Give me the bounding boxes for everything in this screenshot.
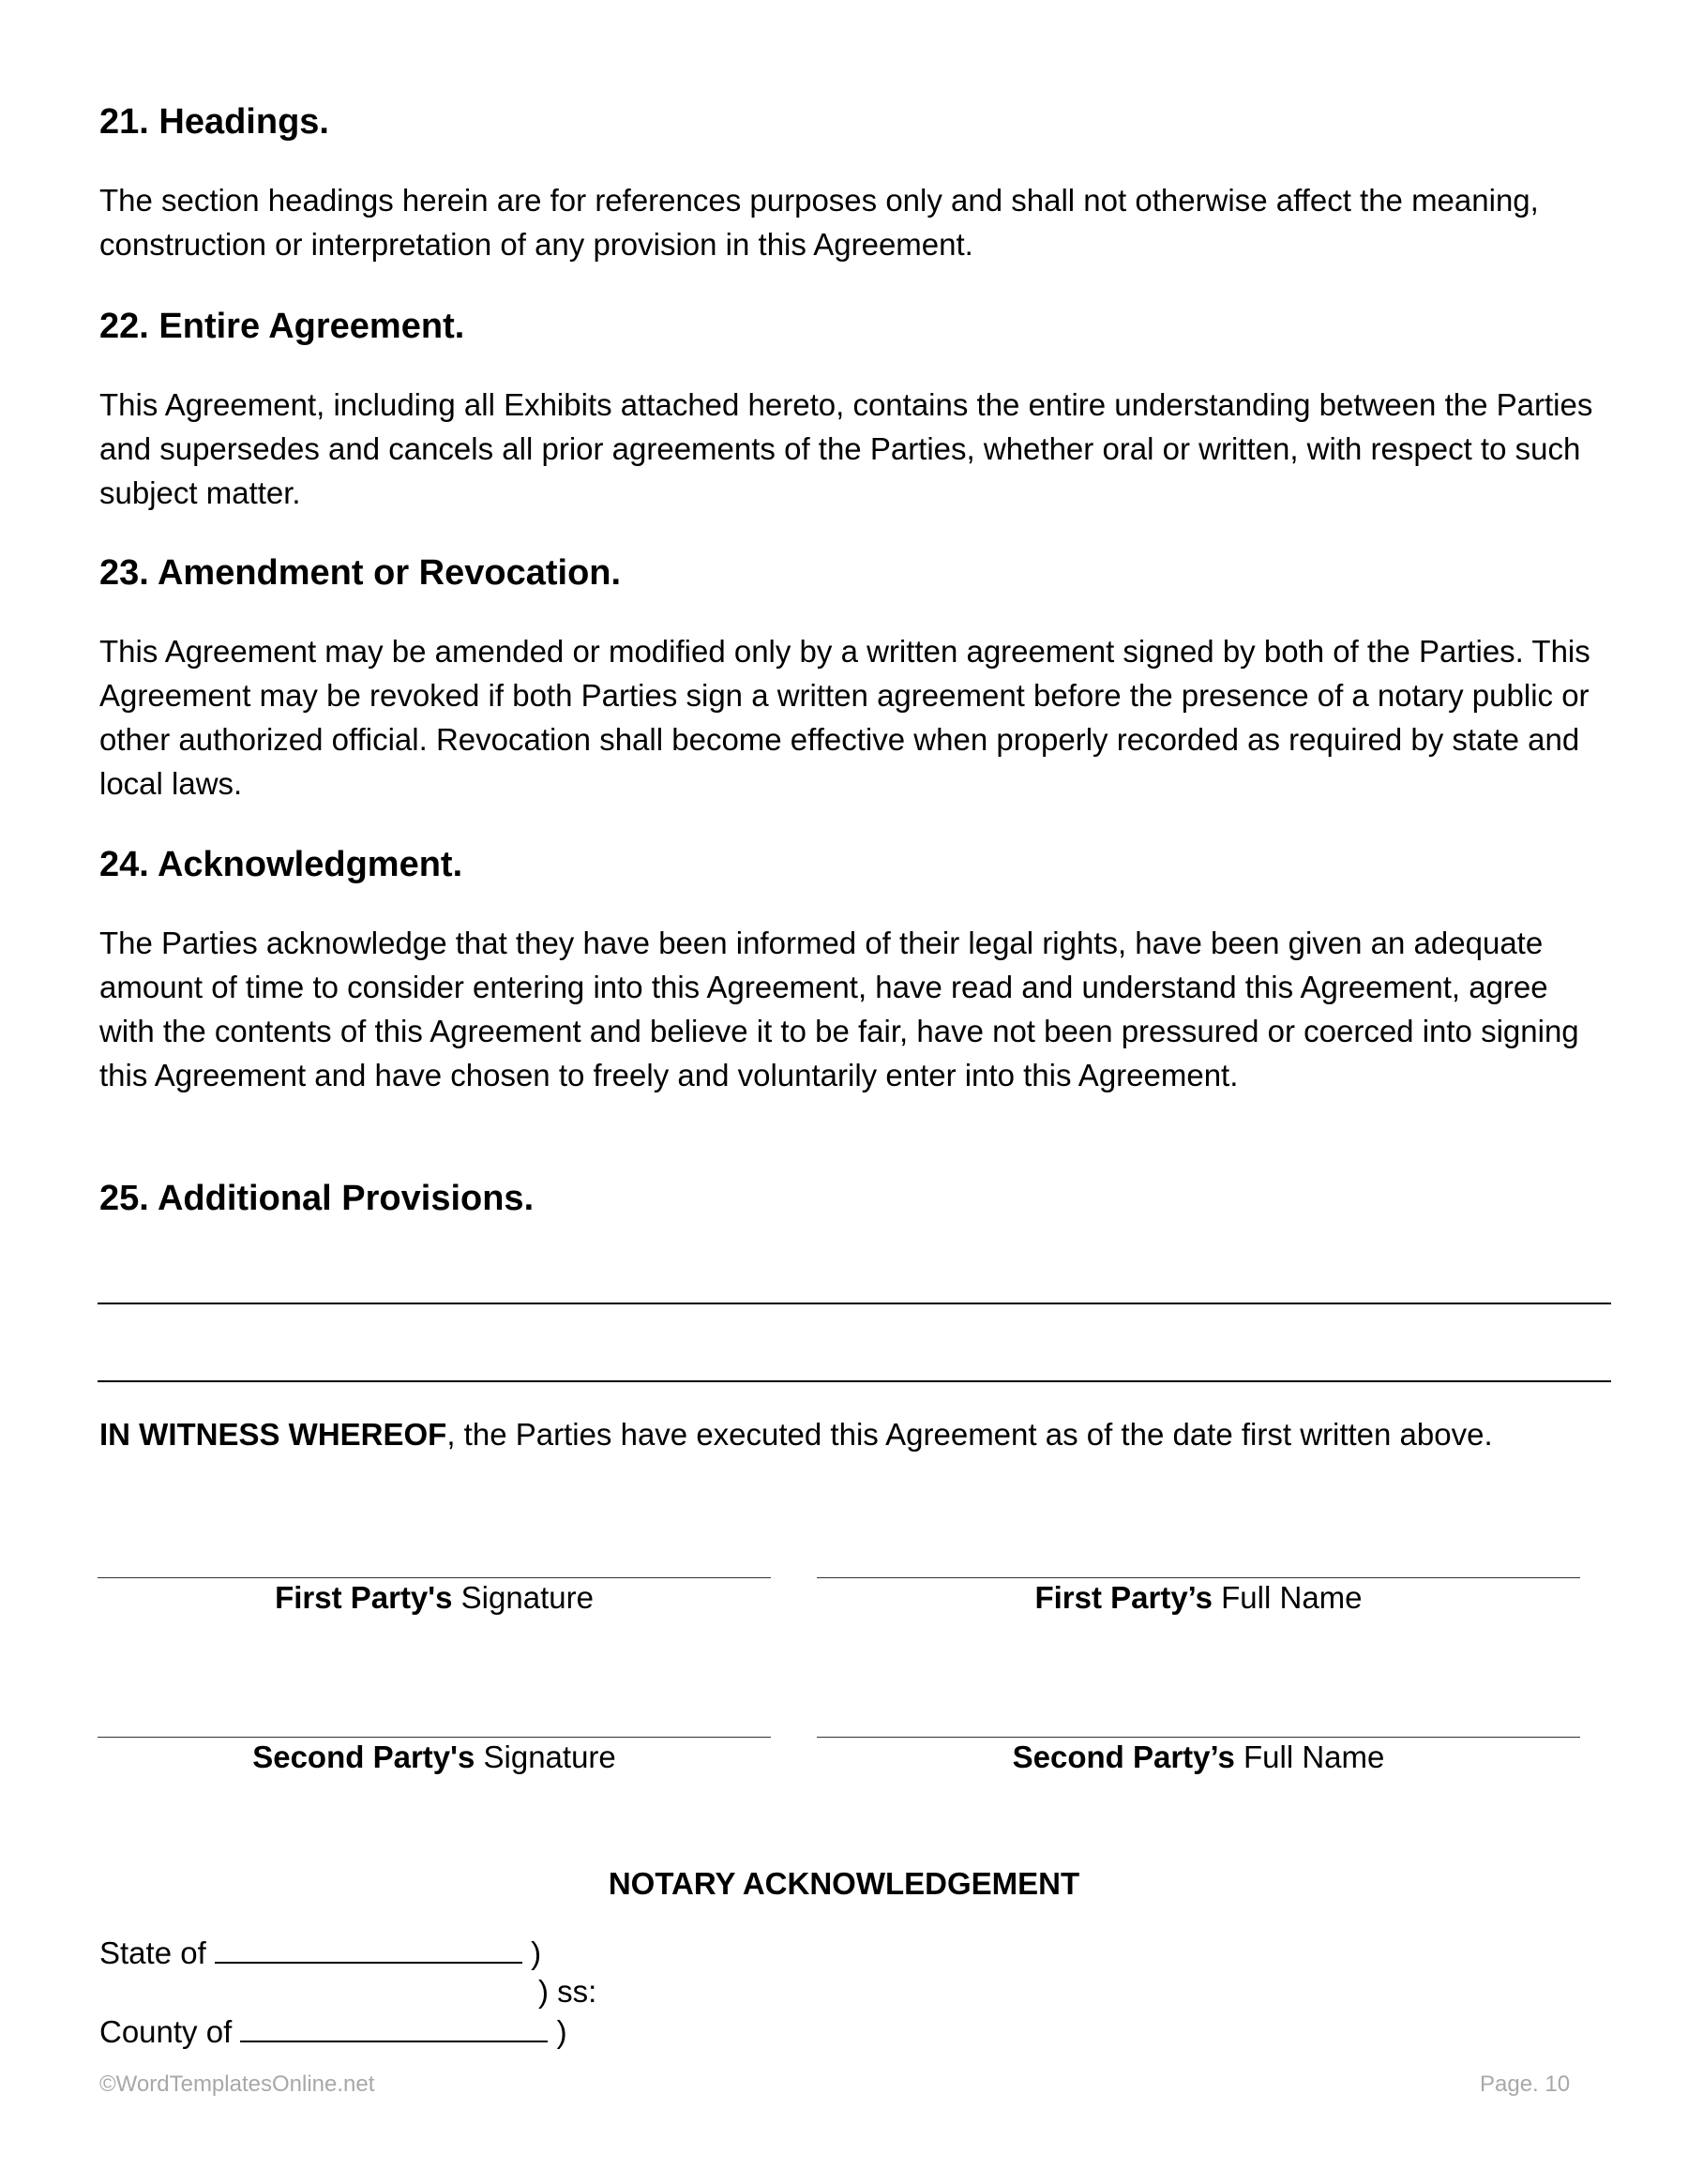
section-23 [99,552,1600,806]
provisions-blank-line[interactable] [98,1303,1611,1304]
county-venue-line [99,2012,567,2051]
county-close-paren: ) [556,2014,567,2049]
footer-page-number: Page. 10 [1480,2071,1571,2097]
section-22 [99,306,1600,515]
second-party-signature-label: Second Party's Signature [252,1740,616,1774]
section-body: This Agreement, including all Exhibits attached hereto, contains the entire understanding between the Parties and supersedes and cancels all prior agreements of the Parties, whether oral or written, with respect to such subject matter. [99,387,1593,510]
second-party-name-label: Second Party’s Full Name [1012,1740,1385,1774]
county-blank[interactable] [240,2012,548,2042]
state-blank[interactable] [215,1934,522,1964]
section-25 [99,1178,1600,1219]
witness-text: , the Parties have executed this Agreement as of the date first written above. [446,1417,1493,1452]
footer-copyright: ©WordTemplatesOnline.net [99,2071,375,2097]
state-label: State of [99,1935,206,1970]
ss-line [538,1973,596,2011]
section-24 [99,844,1600,1097]
second-party-signature-line[interactable] [98,1737,771,1738]
section-body: This Agreement may be amended or modified only by a written agreement signed by both of the Parties. This Agreement may be revoked if both Parties sign a written agreement before the presence of a notary public or other authorized official. Revocation shall become effective when properly recorded as required by state and local laws. [99,634,1590,801]
state-close-paren: ) [531,1935,542,1970]
section-body: The section headings herein are for references purposes only and shall not otherwise affect the meaning, construction or interpretation of any provision in this Agreement. [99,183,1539,262]
first-party-signature-line[interactable] [98,1577,771,1578]
county-label: County of [99,2014,233,2049]
witness-bold: IN WITNESS WHEREOF [99,1417,447,1452]
section-heading: 22. Entire Agreement. [99,307,465,346]
witness-clause [99,1412,1600,1456]
first-party-signature-label: First Party's Signature [275,1580,594,1615]
section-heading: 24. Acknowledgment. [99,845,463,884]
section-heading: 21. Headings. [99,102,329,142]
section-heading: 23. Amendment or Revocation. [99,553,622,593]
section-21 [99,101,1600,266]
section-body: The Parties acknowledge that they have been informed of their legal rights, have been given an adequate amount of time to consider entering into this Agreement, have read and understand this Agreement, agree with the contents of this Agreement and believe it to be fair, have not been pressured or coerced into signing this Agreement and have chosen to freely and voluntarily enter into this Agreement. [99,926,1579,1092]
ss-label: ) ss: [538,1974,597,2009]
section-heading: 25. Additional Provisions. [99,1179,535,1218]
second-party-name-line[interactable] [817,1737,1580,1738]
notary-title: NOTARY ACKNOWLEDGEMENT [608,1866,1080,1901]
state-venue-line [99,1934,541,1972]
provisions-blank-line[interactable] [98,1380,1611,1382]
first-party-name-label: First Party’s Full Name [1034,1580,1363,1615]
first-party-name-line[interactable] [817,1577,1580,1578]
